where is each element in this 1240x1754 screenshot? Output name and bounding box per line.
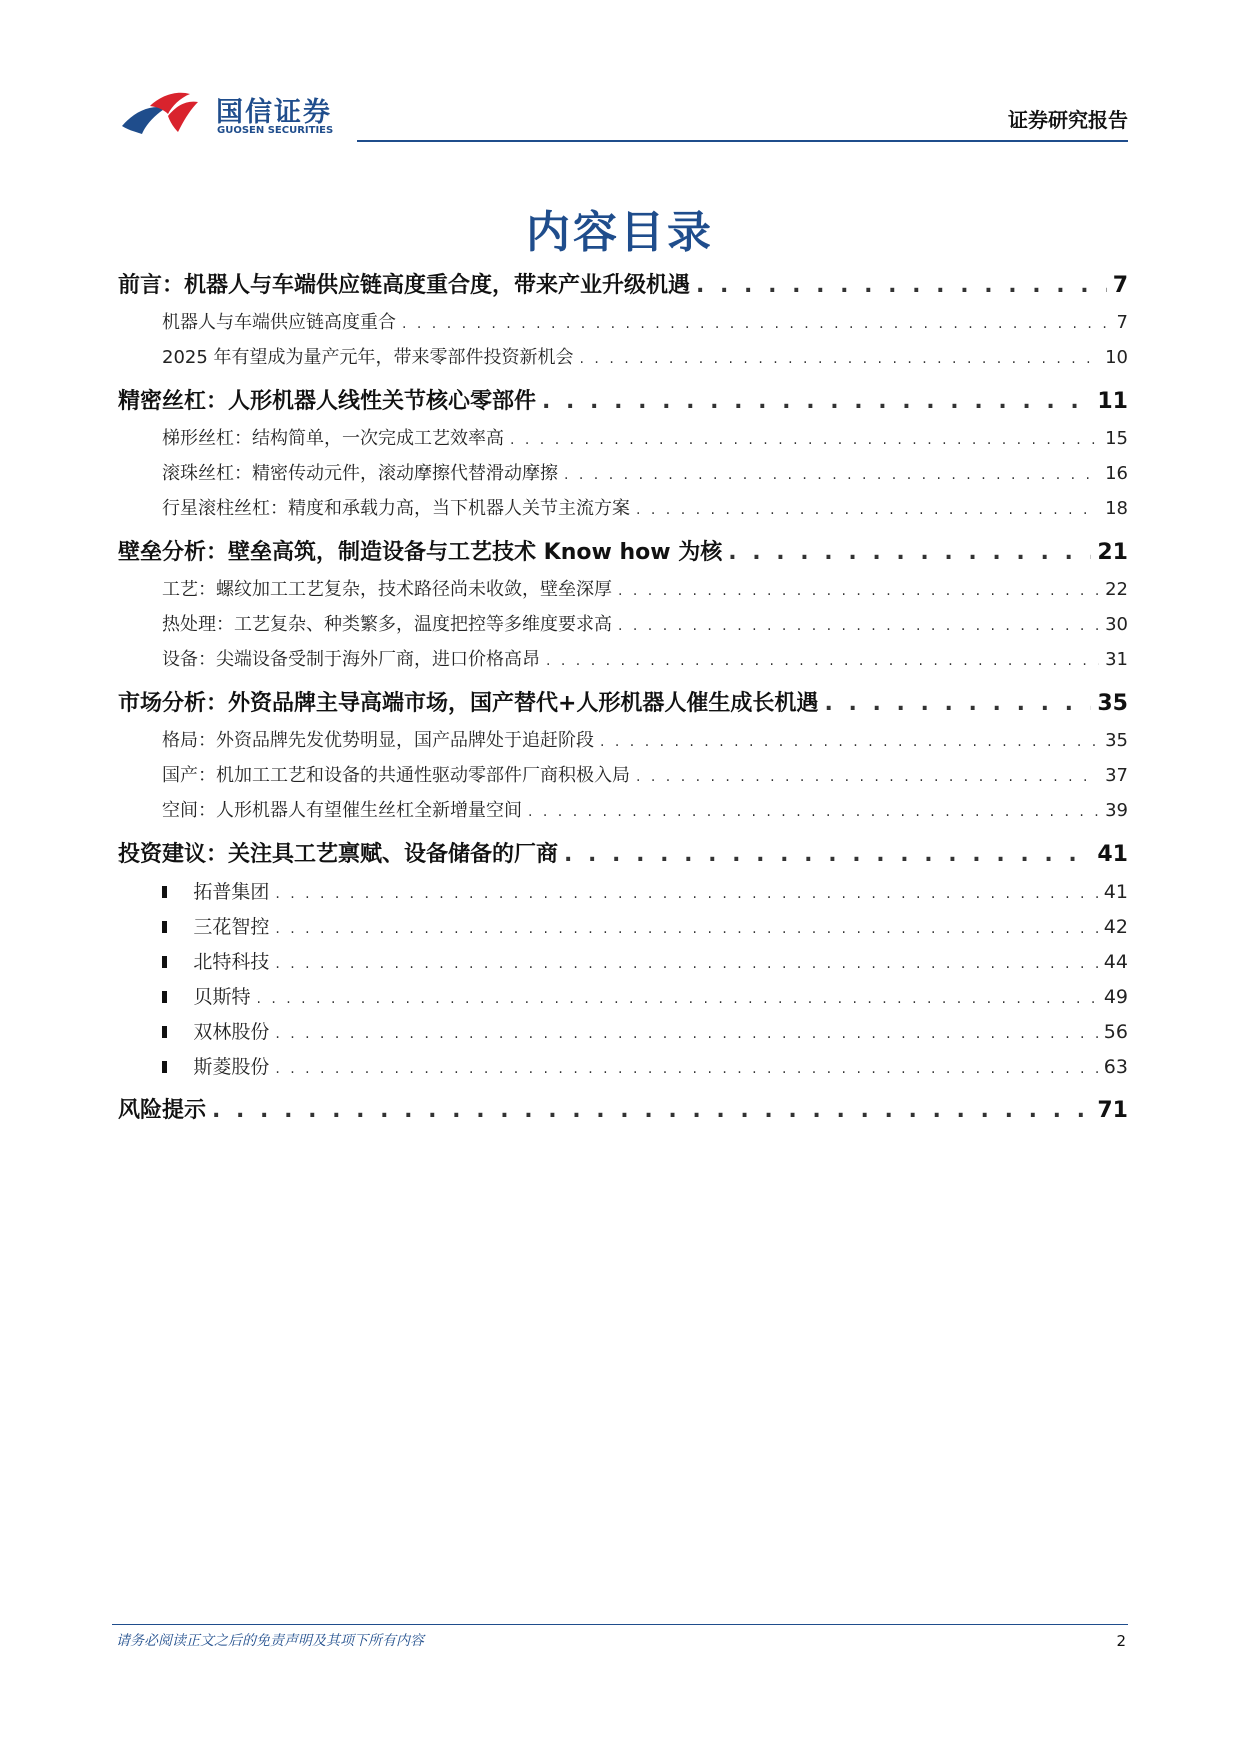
footer-disclaimer: 请务必阅读正文之后的免责声明及其项下所有内容 bbox=[116, 1633, 424, 1649]
toc-entry-text: 空间：人形机器人有望催生丝杠全新增量空间 bbox=[162, 800, 522, 821]
toc-entry-text: 贝斯特 bbox=[193, 986, 251, 1008]
toc-entry-level-2[interactable] bbox=[118, 459, 1128, 494]
toc-entry-page: 18 bbox=[1105, 498, 1128, 519]
toc-entry-page: 39 bbox=[1105, 800, 1128, 821]
toc-entry-page: 49 bbox=[1103, 986, 1128, 1008]
toc-entry-level-2[interactable] bbox=[118, 645, 1128, 680]
table-of-contents bbox=[118, 262, 1128, 1133]
toc-dot-leader bbox=[600, 734, 1099, 750]
toc-entry-text: 国产：机加工工艺和设备的共通性驱动零部件厂商积极入局 bbox=[162, 765, 630, 786]
square-bullet-icon bbox=[162, 991, 167, 1003]
toc-entry-text: 2025 年有望成为量产元年，带来零部件投资新机会 bbox=[162, 347, 574, 368]
logo-text-cn: 国信证券 bbox=[216, 97, 332, 128]
header-divider bbox=[357, 140, 1128, 142]
toc-entry-level-3[interactable] bbox=[118, 877, 1128, 912]
toc-entry-page: 7 bbox=[1112, 273, 1128, 298]
toc-entry-page: 22 bbox=[1105, 579, 1128, 600]
page-number: 2 bbox=[1116, 1632, 1126, 1650]
toc-entry-page: 11 bbox=[1097, 389, 1128, 414]
toc-entry-level-2[interactable] bbox=[118, 575, 1128, 610]
toc-entry-page: 44 bbox=[1103, 951, 1128, 973]
toc-entry-level-1[interactable] bbox=[118, 680, 1128, 726]
toc-entry-level-2[interactable] bbox=[118, 343, 1128, 378]
toc-dot-leader bbox=[275, 921, 1097, 937]
toc-entry-level-2[interactable] bbox=[118, 726, 1128, 761]
toc-entry-text: 机器人与车端供应链高度重合 bbox=[162, 312, 396, 333]
toc-dot-leader bbox=[510, 432, 1099, 448]
toc-entry-page: 10 bbox=[1105, 347, 1128, 368]
toc-entry-text: 市场分析：外资品牌主导高端市场，国产替代+人形机器人催生成长机遇 bbox=[118, 691, 819, 716]
toc-entry-text: 行星滚柱丝杠：精度和承载力高，当下机器人关节主流方案 bbox=[162, 498, 630, 519]
toc-entry-text: 精密丝杠：人形机器人线性关节核心零部件 bbox=[118, 389, 537, 414]
toc-entry-level-3[interactable] bbox=[118, 1052, 1128, 1087]
toc-entry-level-2[interactable] bbox=[118, 796, 1128, 831]
toc-dot-leader bbox=[636, 502, 1099, 518]
toc-entry-level-3[interactable] bbox=[118, 982, 1128, 1017]
toc-dot-leader bbox=[636, 769, 1099, 785]
toc-dot-leader bbox=[564, 467, 1099, 483]
toc-dot-leader bbox=[275, 886, 1097, 902]
toc-dot-leader bbox=[275, 956, 1097, 972]
toc-entry-level-1[interactable] bbox=[118, 378, 1128, 424]
toc-dot-leader bbox=[542, 389, 1091, 414]
toc-entry-page: 21 bbox=[1097, 540, 1128, 565]
toc-entry-text: 格局：外资品牌先发优势明显，国产品牌处于追赶阶段 bbox=[162, 730, 594, 751]
toc-entry-text: 工艺：螺纹加工工艺复杂，技术路径尚未收敛，壁垒深厚 bbox=[162, 579, 612, 600]
toc-entry-page: 42 bbox=[1103, 916, 1128, 938]
guosen-logo-icon bbox=[120, 88, 210, 140]
toc-dot-leader bbox=[618, 618, 1099, 634]
toc-entry-level-2[interactable] bbox=[118, 424, 1128, 459]
toc-entry-text: 滚珠丝杠：精密传动元件，滚动摩擦代替滑动摩擦 bbox=[162, 463, 558, 484]
toc-title: 内容目录 bbox=[526, 207, 714, 258]
toc-dot-leader bbox=[275, 1061, 1097, 1077]
square-bullet-icon bbox=[162, 1026, 167, 1038]
toc-entry-page: 41 bbox=[1097, 842, 1128, 867]
toc-dot-leader bbox=[824, 691, 1091, 716]
toc-entry-page: 35 bbox=[1097, 691, 1128, 716]
square-bullet-icon bbox=[162, 886, 167, 898]
toc-entry-level-2[interactable] bbox=[118, 761, 1128, 796]
guosen-logo bbox=[120, 88, 360, 148]
toc-entry-text: 热处理：工艺复杂、种类繁多，温度把控等多维度要求高 bbox=[162, 614, 612, 635]
toc-entry-page: 63 bbox=[1103, 1056, 1128, 1078]
toc-entry-page: 41 bbox=[1103, 881, 1128, 903]
toc-entry-page: 7 bbox=[1116, 312, 1128, 333]
toc-dot-leader bbox=[728, 540, 1091, 565]
toc-dot-leader bbox=[696, 273, 1107, 298]
toc-entry-level-3[interactable] bbox=[118, 912, 1128, 947]
toc-entry-page: 71 bbox=[1097, 1098, 1128, 1123]
toc-entry-level-1[interactable] bbox=[118, 262, 1128, 308]
toc-dot-leader bbox=[528, 804, 1099, 820]
footer-divider bbox=[112, 1624, 1128, 1625]
toc-entry-page: 31 bbox=[1105, 649, 1128, 670]
toc-entry-page: 15 bbox=[1105, 428, 1128, 449]
toc-entry-page: 16 bbox=[1105, 463, 1128, 484]
toc-entry-level-2[interactable] bbox=[118, 308, 1128, 343]
toc-entry-text: 梯形丝杠：结构简单，一次完成工艺效率高 bbox=[162, 428, 504, 449]
toc-entry-page: 56 bbox=[1103, 1021, 1128, 1043]
toc-dot-leader bbox=[402, 316, 1111, 332]
toc-entry-page: 37 bbox=[1105, 765, 1128, 786]
toc-entry-level-2[interactable] bbox=[118, 610, 1128, 645]
square-bullet-icon bbox=[162, 956, 167, 968]
toc-dot-leader bbox=[580, 351, 1100, 367]
toc-entry-level-1[interactable] bbox=[118, 1087, 1128, 1133]
toc-entry-text: 拓普集团 bbox=[193, 881, 270, 903]
toc-dot-leader bbox=[564, 842, 1091, 867]
toc-entry-text: 投资建议：关注具工艺禀赋、设备储备的厂商 bbox=[118, 842, 559, 867]
toc-entry-text: 双林股份 bbox=[193, 1021, 270, 1043]
toc-entry-text: 风险提示 bbox=[118, 1098, 207, 1123]
toc-entry-level-3[interactable] bbox=[118, 1017, 1128, 1052]
logo-text-en: GUOSEN SECURITIES bbox=[217, 125, 334, 136]
toc-dot-leader bbox=[212, 1098, 1091, 1123]
toc-dot-leader bbox=[256, 991, 1097, 1007]
toc-dot-leader bbox=[275, 1026, 1097, 1042]
toc-entry-text: 壁垒分析：壁垒高筑，制造设备与工艺技术 Know how 为核 bbox=[118, 540, 723, 565]
toc-entry-level-2[interactable] bbox=[118, 494, 1128, 529]
toc-entry-level-1[interactable] bbox=[118, 529, 1128, 575]
toc-entry-page: 35 bbox=[1105, 730, 1128, 751]
square-bullet-icon bbox=[162, 1061, 167, 1073]
square-bullet-icon bbox=[162, 921, 167, 933]
toc-entry-text: 前言：机器人与车端供应链高度重合度，带来产业升级机遇 bbox=[118, 273, 691, 298]
toc-dot-leader bbox=[618, 583, 1099, 599]
toc-entry-text: 设备：尖端设备受制于海外厂商，进口价格高昂 bbox=[162, 649, 540, 670]
toc-entry-level-1[interactable] bbox=[118, 831, 1128, 877]
toc-entry-level-3[interactable] bbox=[118, 947, 1128, 982]
toc-entry-text: 三花智控 bbox=[193, 916, 270, 938]
toc-entry-text: 北特科技 bbox=[193, 951, 270, 973]
report-type-label: 证券研究报告 bbox=[1008, 108, 1128, 132]
toc-entry-page: 30 bbox=[1105, 614, 1128, 635]
toc-entry-text: 斯菱股份 bbox=[193, 1056, 270, 1078]
toc-dot-leader bbox=[546, 653, 1099, 669]
